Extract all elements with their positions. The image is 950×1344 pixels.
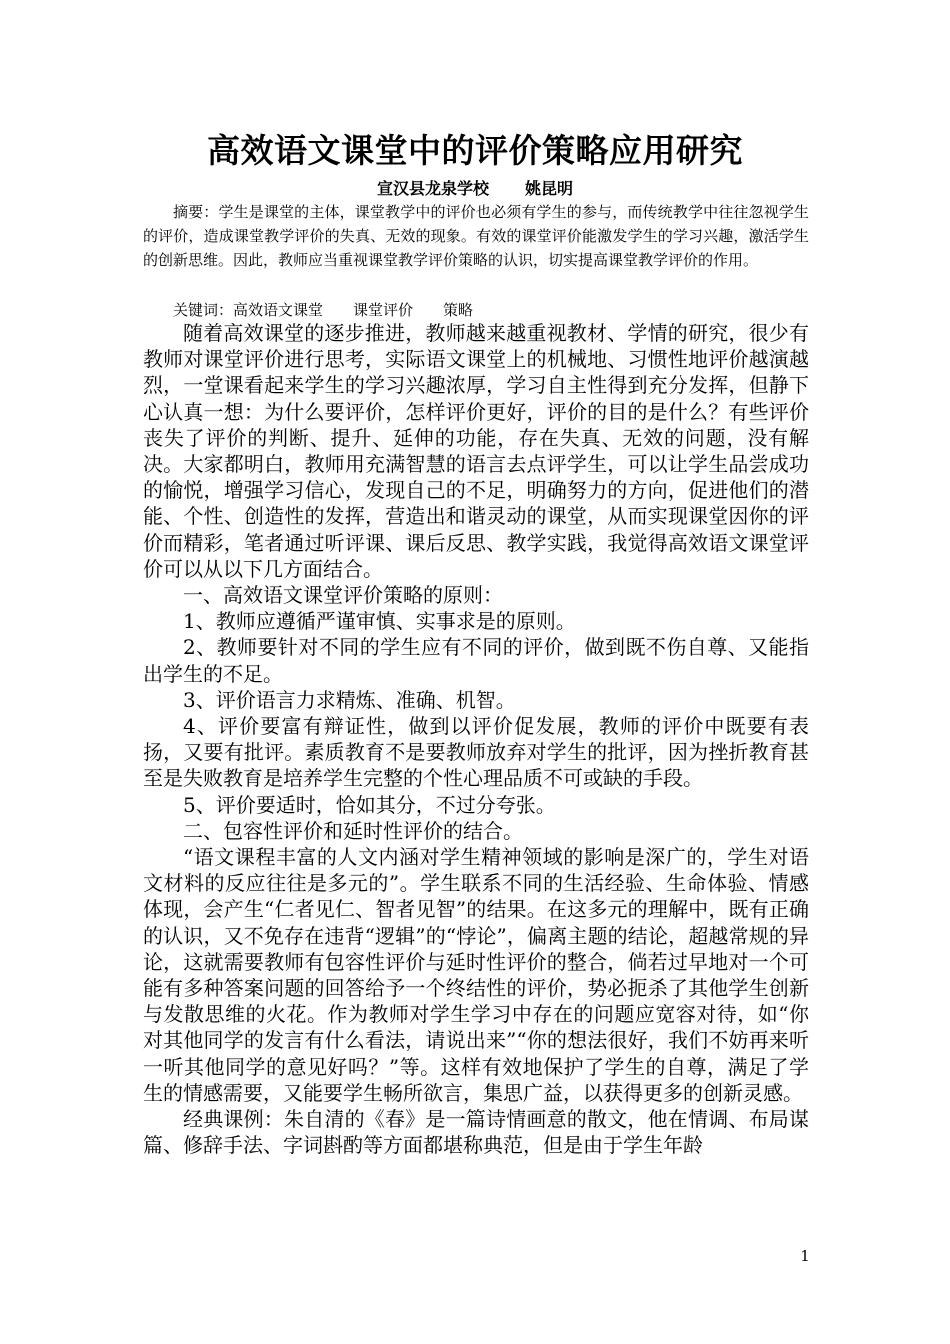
keyword-item: 策略 xyxy=(443,301,474,319)
list-item: 2、教师要针对不同的学生应有不同的评价，做到既不伤自尊、又能指出学生的不足。 xyxy=(143,635,809,686)
byline xyxy=(0,178,950,200)
author-name: 姚昆明 xyxy=(525,179,574,198)
section-heading: 一、高效语文课堂评价策略的原则： xyxy=(183,583,503,608)
keywords xyxy=(143,298,809,322)
paragraph: 随着高效课堂的逐步推进，教师越来越重视教材、学情的研究，很少有教师对课堂评价进行思考，实际语文课堂上的机械地、习惯性地评价越演越烈，一堂课看起来学生的学习兴趣浓厚，学习自主性得到充分发挥，但静下心认真一想：为什么要评价，怎样评价更好，评价的目的是什么？有些评价丧失了评价的判断、提升、延伸的功能，存在失真、无效的问题，没有解决。大家都明白，教师用充满智慧的语言去点评学生，可以让学生品尝成功的愉悦，增强学习信心，发现自己的不足，明确努力的方向，促进他们的潜能、个性、创造性的发挥，营造出和谐灵动的课堂，从而实现课堂因你的评价而精彩，笔者通过听评课、课后反思、教学实践，我觉得高效语文课堂评价可以从以下几方面结合。 xyxy=(143,321,809,581)
keyword-item: 课堂评价 xyxy=(353,301,414,319)
keywords-label: 关键词： xyxy=(173,301,234,319)
page-number: 1 xyxy=(800,1247,810,1265)
list-item: 1、教师应遵循严谨审慎、实事求是的原则。 xyxy=(183,609,576,634)
list-item: 3、评价语言力求精炼、准确、机智。 xyxy=(183,687,516,712)
body-text xyxy=(143,320,809,1159)
section-heading: 二、包容性评价和延时性评价的结合。 xyxy=(183,818,523,843)
list-item: 4、评价要富有辩证性，做到以评价促发展，教师的评价中既要有表扬，又要有批评。素质教育不是要教师放弃对学生的批评，因为挫折教育甚至是失败教育是培养学生完整的个性心理品质不可或缺的手段。 xyxy=(143,714,809,791)
paragraph: “语文课程丰富的人文内涵对学生精神领域的影响是深广的，学生对语文材料的反应往往是多元的”。学生联系不同的生活经验、生命体验、情感体现，会产生“仁者见仁、智者见智”的结果。在这多元的理解中，既有正确的认识，又不免存在违背“逻辑”的“悖论”，偏离主题的结论，超越常规的异论，这就需要教师有包容性评价与延时性评价的整合，倘若过早地对一个可能有多种答案问题的回答给予一个终结性的评价，势必扼杀了其他学生创新与发散思维的火花。作为教师对学生学习中存在的问题应宽容对待，如“你对其他同学的发言有什么看法，请说出来”“你的想法很好，我们不妨再来听一听其他同学的意见好吗？”等。这样有效地保护了学生的自尊，满足了学生的情感需要，又能要学生畅所欲言，集思广益，以获得更多的创新灵感。 xyxy=(143,845,809,1105)
document-title: 高效语文课堂中的评价策略应用研究 xyxy=(207,131,743,170)
keyword-item: 高效语文课堂 xyxy=(233,301,324,319)
abstract: 摘要：学生是课堂的主体，课堂教学中的评价也必须有学生的参与，而传统教学中往往忽视学生的评价，造成课堂教学评价的失真、无效的现象。有效的课堂评价能激发学生的学习兴趣，激活学生的创新思维。因此，教师应当重视课堂教学评价策略的认识，切实提高课堂教学评价的作用。 xyxy=(143,203,809,269)
paragraph: 经典课例：朱自清的《春》是一篇诗情画意的散文，他在情调、布局谋篇、修辞手法、字词斟酌等方面都堪称典范，但是由于学生年龄 xyxy=(143,1107,809,1158)
list-item: 5、评价要适时，恰如其分，不过分夸张。 xyxy=(183,792,556,817)
school-name: 宣汉县龙泉学校 xyxy=(376,179,489,198)
